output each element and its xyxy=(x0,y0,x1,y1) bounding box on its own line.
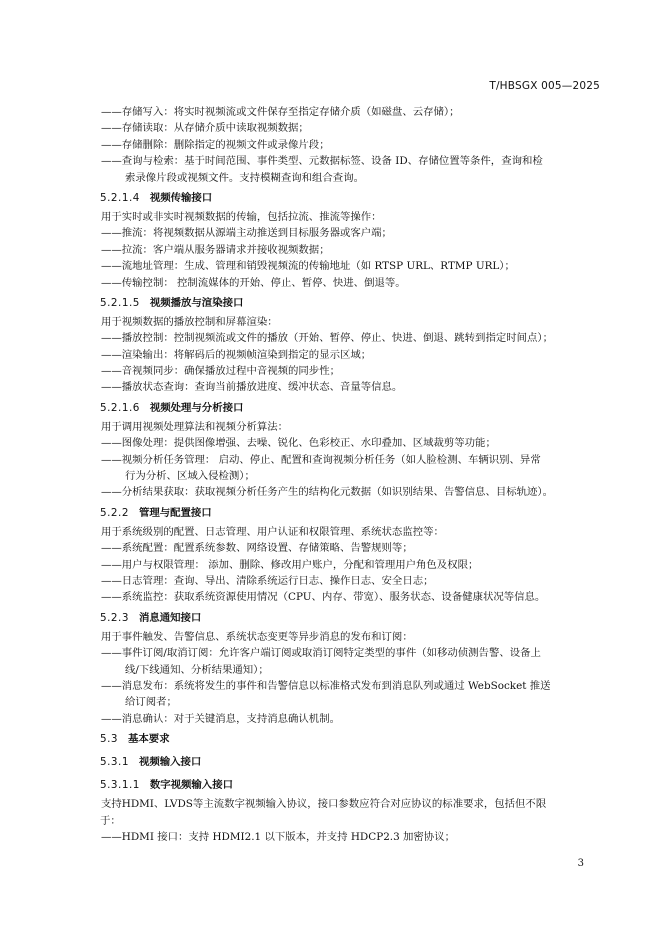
section-number: 5.3 xyxy=(100,733,119,746)
list-item: ——拉流：客户端从服务器请求并接收视频数据； xyxy=(101,243,330,256)
list-item: ——用户与权限管理： 添加、删除、修改用户账户，分配和管理用户角色及权限； xyxy=(101,558,479,571)
section-title: 视频处理与分析接口 xyxy=(149,401,244,414)
section-title: 视频播放与渲染接口 xyxy=(149,296,244,309)
list-item: ——流地址管理：生成、管理和销毁视频流的传输地址（如 RTSP URL、RTMP URL）； xyxy=(101,260,515,273)
paragraph-line: 用于事件触发、告警信息、系统状态变更等异步消息的发布和订阅： xyxy=(101,630,413,643)
list-item: ——存储写入：将实时视频流或文件保存至指定存储介质（如磁盘、云存储）； xyxy=(101,106,460,118)
list-item: ——HDMI 接口：支持 HDMI2.1 以下版本，并支持 HDCP2.3 加密协议； xyxy=(101,830,455,843)
page-number: 3 xyxy=(577,858,584,869)
list-item: ——播放控制：控制视频流或文件的播放（开始、暂停、停止、快进、倒退、跳转到指定时间点）； xyxy=(101,332,553,345)
section-heading xyxy=(100,729,601,750)
list-item-continuation: 给订阅者； xyxy=(125,696,177,709)
list-item: ——推流：将视频数据从源端主动推送到目标服务器或客户端； xyxy=(101,227,392,240)
section-heading xyxy=(100,293,601,314)
section-heading xyxy=(100,775,601,796)
document-body xyxy=(101,104,601,845)
list-item: ——播放状态查询：查询当前播放进度、缓冲状态、音量等信息。 xyxy=(101,381,403,394)
list-item: ——消息确认：对于关键消息，支持消息确认机制。 xyxy=(101,712,340,725)
section-number: 5.3.1.1 xyxy=(100,779,140,792)
list-item-continuation: 行为分析、区域入侵检测）； xyxy=(125,470,255,483)
list-item: ——分析结果获取：获取视频分析任务产生的结构化元数据（如识别结果、告警信息、目标轨迹）。 xyxy=(101,486,553,499)
section-title: 基本要求 xyxy=(128,733,170,746)
paragraph-line: 用于调用视频处理算法和视频分析算法： xyxy=(101,420,289,433)
list-item: ——日志管理：查询、导出、清除系统运行日志、操作日志、安全日志； xyxy=(101,574,434,587)
list-item-continuation: 线/下线通知、分析结果通知）； xyxy=(125,663,269,676)
paragraph-line: 用于实时或非实时视频数据的传输，包括拉流、推流等操作： xyxy=(101,210,382,223)
section-heading xyxy=(100,398,601,419)
section-number: 5.2.1.6 xyxy=(100,401,140,414)
section-title: 视频输入接口 xyxy=(138,756,202,769)
section-heading xyxy=(100,503,601,524)
list-item: ——系统配置：配置系统参数、网络设置、存储策略、告警规则等； xyxy=(101,542,413,555)
list-item: ——事件订阅/取消订阅：允许客户端订阅或取消订阅特定类型的事件（如移动侦测告警、设备上 xyxy=(101,647,541,660)
list-item: ——查询与检索：基于时间范围、事件类型、元数据标签、设备 ID、存储位置等条件，查询和检 xyxy=(101,155,543,168)
section-heading xyxy=(100,188,601,209)
paragraph-line: 用于视频数据的播放控制和屏幕渲染： xyxy=(101,315,278,328)
section-heading xyxy=(100,608,601,629)
section-number: 5.2.1.5 xyxy=(100,296,140,309)
list-item: ——视频分析任务管理： 启动、停止、配置和查询视频分析任务（如人脸检测、车辆识别、异常 xyxy=(101,453,541,466)
list-item: ——存储删除：删除指定的视频文件或录像片段； xyxy=(101,138,330,151)
section-title: 数字视频输入接口 xyxy=(149,779,233,792)
list-item-continuation: 索录像片段或视频文件。支持模糊查询和组合查询。 xyxy=(125,171,364,184)
list-item: ——音视频同步：确保播放过程中音视频的同步性； xyxy=(101,365,340,378)
section-title: 消息通知接口 xyxy=(138,611,202,624)
section-number: 5.2.1.4 xyxy=(100,191,140,204)
section-title: 视频传输接口 xyxy=(149,191,213,204)
list-item: ——存储读取：从存储介质中读取视频数据； xyxy=(101,122,309,135)
list-item: ——消息发布：系统将发生的事件和告警信息以标准格式发布到消息队列或通过 WebSocket 推送 xyxy=(101,679,551,692)
section-number: 5.2.2 xyxy=(100,506,129,519)
paragraph-line: 支持HDMI、LVDS等主流数字视频输入协议，接口参数应符合对应协议的标准要求，包括但不限 xyxy=(101,798,547,811)
list-item: ——渲染输出：将解码后的视频帧渲染到指定的显示区域； xyxy=(101,348,372,361)
document-code: T/HBSGX 005—2025 xyxy=(489,80,600,92)
section-number: 5.2.3 xyxy=(100,611,129,624)
section-number: 5.3.1 xyxy=(100,756,129,769)
paragraph-line: 用于系统级别的配置、日志管理、用户认证和权限管理、系统状态监控等： xyxy=(101,525,444,538)
paragraph-line: 于： xyxy=(100,814,121,827)
list-item: ——图像处理：提供图像增强、去噪、锐化、色彩校正、水印叠加、区域裁剪等功能； xyxy=(101,437,496,450)
list-item: ——系统监控：获取系统资源使用情况（CPU、内存、带宽）、服务状态、设备健康状况等信息。 xyxy=(101,591,546,604)
section-title: 管理与配置接口 xyxy=(138,506,212,519)
list-item: ——传输控制： 控制流媒体的开始、停止、暂停、快进、倒退等。 xyxy=(101,276,406,289)
section-heading xyxy=(100,752,601,773)
